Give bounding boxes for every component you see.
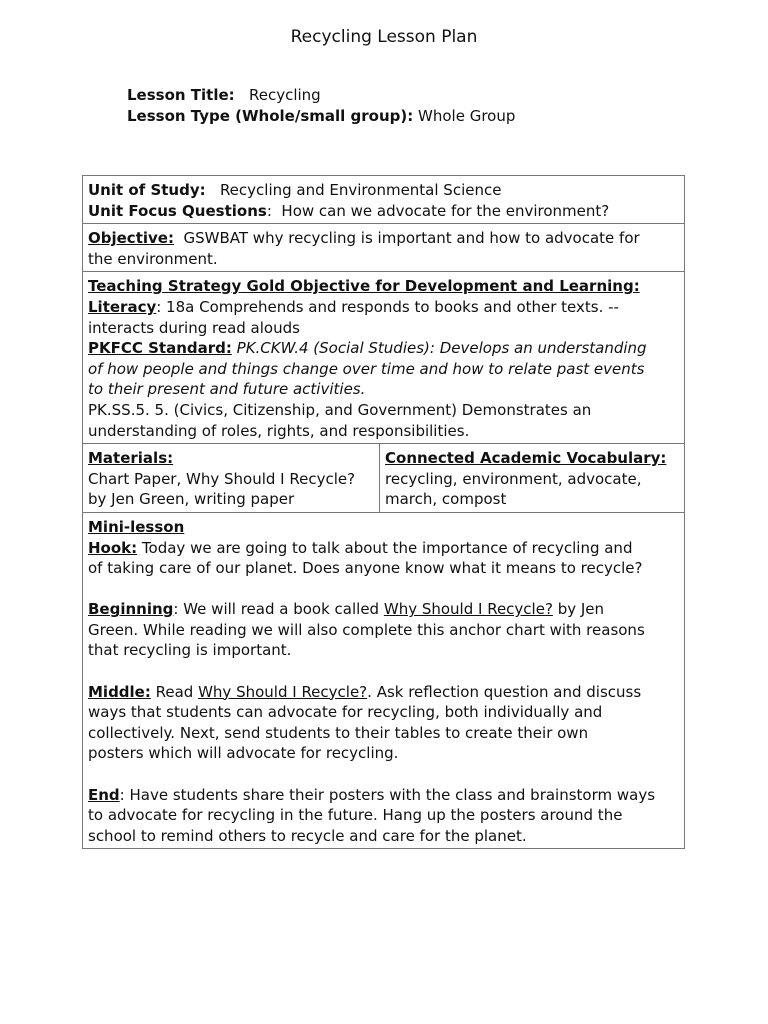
lesson-title-line bbox=[127, 85, 727, 106]
lesson-meta bbox=[127, 85, 727, 126]
minilesson-row bbox=[83, 512, 685, 849]
lesson-type-value: Whole Group bbox=[418, 106, 516, 125]
standards-row bbox=[83, 272, 685, 444]
beginning-label: Beginning bbox=[88, 600, 174, 619]
beginning-book-title: Why Should I Recycle? bbox=[383, 600, 553, 619]
standards-cell bbox=[83, 272, 685, 444]
unit-study-label: Unit of Study: bbox=[88, 181, 206, 199]
unit-study-value: Recycling and Environmental Science bbox=[219, 181, 502, 199]
beginning-text-cont: Green. While reading we will also complete this anchor chart with reasons bbox=[88, 620, 645, 639]
literacy-text: : 18a Comprehends and responds to books and other texts. -- bbox=[156, 297, 619, 316]
hook-text-cont: of taking care of our planet. Does anyone know what it means to recycle? bbox=[88, 559, 643, 578]
vocabulary-label: Connected Academic Vocabulary: bbox=[385, 449, 667, 468]
beginning-text: : We will read a book called bbox=[173, 600, 384, 619]
middle-text-end: posters which will advocate for recycling. bbox=[88, 744, 399, 763]
pkfcc-text-end: to their present and future activities. bbox=[88, 380, 366, 399]
lesson-plan-table bbox=[82, 175, 685, 849]
objective-label: Objective: bbox=[88, 229, 174, 248]
unit-row bbox=[83, 176, 685, 224]
lesson-type-line bbox=[127, 106, 727, 127]
vocabulary-cell bbox=[380, 444, 685, 513]
end-text-end: school to remind others to recycle and care for the planet. bbox=[88, 826, 527, 845]
hook-text: Today we are going to talk about the importance of recycling and bbox=[141, 538, 633, 557]
hook-label: Hook: bbox=[88, 538, 138, 557]
minilesson-heading: Mini-lesson bbox=[88, 517, 185, 536]
minilesson-cell bbox=[83, 512, 685, 849]
unit-focus-label: Unit Focus Questions bbox=[88, 201, 267, 220]
vocabulary-line1: recycling, environment, advocate, bbox=[385, 469, 642, 488]
pkfcc-text-cont: of how people and things change over time and how to relate past events bbox=[88, 359, 645, 378]
middle-text: Read bbox=[150, 682, 199, 701]
standards-heading: Teaching Strategy Gold Objective for Development and Learning: bbox=[88, 277, 640, 296]
pkfcc-text: PK.CKW.4 (Social Studies): Develops an understanding bbox=[236, 339, 647, 358]
pkss-text: PK.SS.5. 5. (Civics, Citizenship, and Government) Demonstrates an bbox=[88, 400, 592, 419]
materials-line1: Chart Paper, Why Should I Recycle? bbox=[88, 469, 356, 488]
materials-cell bbox=[83, 444, 380, 513]
lesson-title-label: Lesson Title: bbox=[127, 86, 235, 104]
middle-label: Middle: bbox=[88, 682, 151, 701]
beginning-text-end: that recycling is important. bbox=[88, 641, 292, 660]
materials-label: Materials: bbox=[88, 449, 174, 468]
lesson-type-label: Lesson Type (Whole/small group): bbox=[127, 106, 414, 125]
end-label: End bbox=[88, 785, 120, 804]
unit-focus-value: How can we advocate for the environment? bbox=[281, 201, 610, 220]
lesson-title-value: Recycling bbox=[248, 86, 321, 104]
materials-line2: by Jen Green, writing paper bbox=[88, 490, 295, 509]
materials-vocab-row bbox=[83, 444, 685, 513]
objective-value: GSWBAT why recycling is important and how to advocate for bbox=[183, 229, 640, 248]
unit-cell: Unit of Study: Recycling and Environmental Science Unit Focus Questions: How can we advocate for the environment? bbox=[83, 176, 685, 224]
literacy-label: Literacy bbox=[88, 297, 157, 316]
objective-value-cont: the environment. bbox=[88, 249, 218, 268]
objective-cell bbox=[83, 224, 685, 272]
middle-book-title: Why Should I Recycle? bbox=[198, 682, 368, 701]
middle-text-cont: ways that students can advocate for recycling, both individually and bbox=[88, 703, 603, 722]
vocabulary-line2: march, compost bbox=[385, 490, 507, 509]
middle-text-cont2: collectively. Next, send students to their tables to create their own bbox=[88, 723, 589, 742]
end-text-cont: to advocate for recycling in the future. Hang up the posters around the bbox=[88, 806, 623, 825]
objective-row bbox=[83, 224, 685, 272]
pkss-text-cont: understanding of roles, rights, and responsibilities. bbox=[88, 421, 470, 440]
middle-text-post: . Ask reflection question and discuss bbox=[367, 682, 642, 701]
end-text: : Have students share their posters with the class and brainstorm ways bbox=[119, 785, 656, 804]
pkfcc-label: PKFCC Standard: bbox=[88, 339, 232, 358]
page-title: Recycling Lesson Plan bbox=[290, 27, 478, 47]
literacy-text-cont: interacts during read alouds bbox=[88, 318, 300, 337]
beginning-author: by Jen bbox=[552, 600, 605, 619]
